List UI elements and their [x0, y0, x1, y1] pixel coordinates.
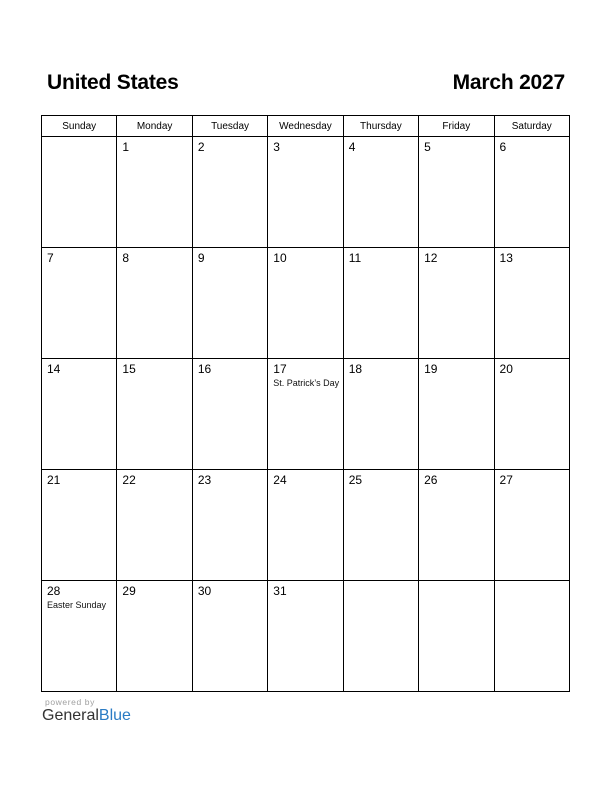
day-cell	[192, 470, 267, 581]
brand-name	[42, 707, 131, 725]
day-cell	[42, 359, 117, 470]
weekday-header-row	[42, 116, 570, 137]
day-number: 29	[122, 584, 136, 598]
day-cell	[268, 470, 343, 581]
day-number: 10	[273, 251, 287, 265]
day-number: 15	[122, 362, 136, 376]
day-cell	[268, 359, 343, 470]
weekday-friday: Friday	[419, 116, 494, 137]
weekday-sunday: Sunday	[42, 116, 117, 137]
day-number: 3	[273, 140, 280, 154]
weekday-thursday: Thursday	[343, 116, 418, 137]
day-cell	[117, 137, 192, 248]
day-number: 23	[197, 473, 212, 487]
weekday-saturday: Saturday	[494, 116, 569, 137]
day-number: 30	[197, 584, 212, 598]
day-number: 18	[348, 362, 363, 376]
day-cell	[117, 581, 192, 692]
day-number: 31	[273, 584, 287, 598]
brand-name-general: General	[42, 707, 99, 724]
day-number: 25	[348, 473, 363, 487]
holiday-label: Easter Sunday	[47, 600, 107, 610]
day-cell	[494, 137, 569, 248]
day-cell	[192, 581, 267, 692]
day-number: 8	[122, 251, 130, 265]
day-cell	[192, 137, 267, 248]
day-cell	[268, 137, 343, 248]
day-cell	[42, 248, 117, 359]
week-row	[42, 470, 570, 581]
weekday-wednesday: Wednesday	[268, 116, 343, 137]
day-number: 6	[499, 140, 507, 154]
powered-by-label: powered by	[45, 697, 95, 707]
day-cell	[494, 248, 569, 359]
day-number: 24	[273, 473, 287, 487]
brand-name-blue: Blue	[98, 707, 131, 724]
day-cell	[494, 581, 569, 692]
day-number: 27	[499, 473, 513, 487]
day-cell	[117, 248, 192, 359]
calendar-grid	[41, 115, 570, 692]
week-row	[42, 359, 570, 470]
weekday-tuesday: Tuesday	[192, 116, 267, 137]
day-number: 16	[197, 362, 212, 376]
day-number: 19	[424, 362, 438, 376]
day-number: 12	[424, 251, 438, 265]
day-cell	[494, 470, 569, 581]
day-number: 22	[122, 473, 136, 487]
day-number: 9	[197, 251, 205, 265]
brand-logo[interactable]	[42, 697, 131, 725]
month-year-title: March 2027	[452, 71, 565, 94]
day-cell	[419, 470, 494, 581]
day-number: 4	[348, 140, 356, 154]
day-number: 2	[197, 140, 205, 154]
day-cell	[117, 359, 192, 470]
day-number: 5	[424, 140, 431, 154]
day-cell	[42, 470, 117, 581]
day-number: 26	[424, 473, 438, 487]
day-number: 20	[499, 362, 513, 376]
week-row	[42, 137, 570, 248]
holiday-label: St. Patrick’s Day	[273, 378, 340, 388]
day-cell	[192, 248, 267, 359]
day-number: 14	[47, 362, 61, 376]
day-number: 7	[47, 251, 54, 265]
day-number: 1	[122, 140, 130, 154]
day-cell	[494, 359, 569, 470]
day-cell	[419, 137, 494, 248]
day-cell	[419, 581, 494, 692]
day-number: 11	[348, 251, 362, 265]
day-cell	[419, 248, 494, 359]
weekday-monday: Monday	[117, 116, 192, 137]
day-cell	[117, 470, 192, 581]
day-cell	[343, 248, 418, 359]
day-cell	[268, 581, 343, 692]
day-number: 13	[499, 251, 513, 265]
day-cell	[343, 359, 418, 470]
day-number: 21	[47, 473, 61, 487]
week-row	[42, 248, 570, 359]
day-cell	[268, 248, 343, 359]
day-number: 28	[47, 584, 61, 598]
day-cell	[192, 359, 267, 470]
day-cell	[343, 581, 418, 692]
day-cell	[42, 137, 117, 248]
day-cell	[343, 137, 418, 248]
country-title: United States	[47, 71, 179, 94]
day-number: 17	[273, 362, 287, 376]
day-cell	[419, 359, 494, 470]
day-cell	[42, 581, 117, 692]
week-row	[42, 581, 570, 692]
day-cell	[343, 470, 418, 581]
